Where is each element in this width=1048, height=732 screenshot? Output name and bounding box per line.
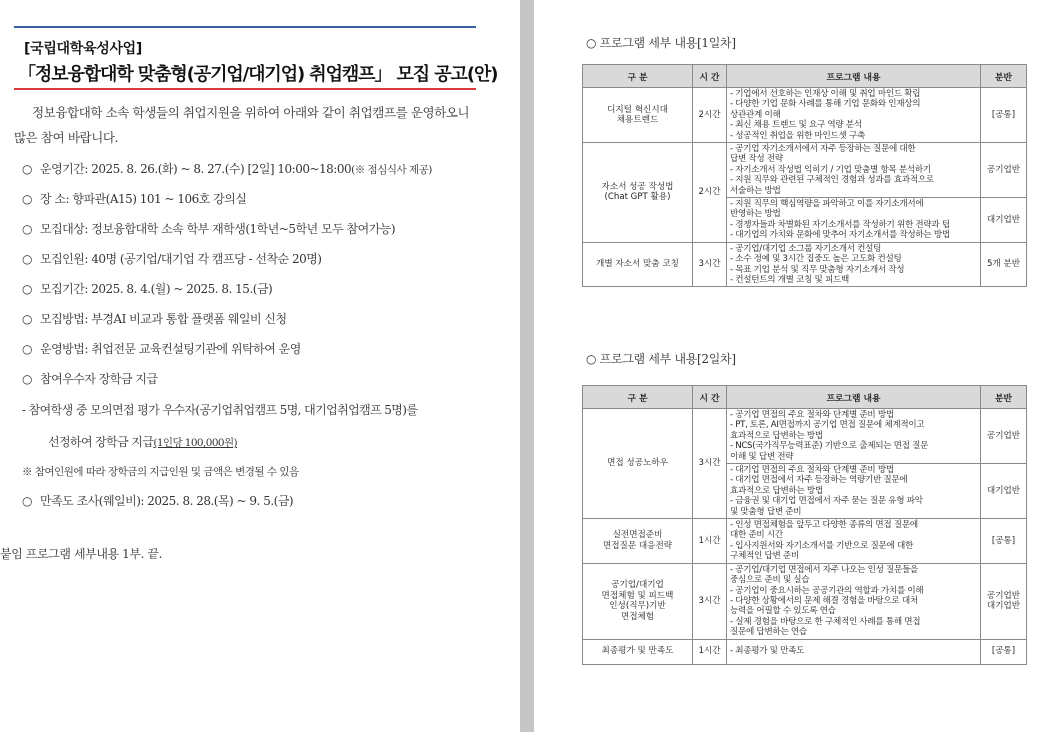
header-class: 분반: [981, 65, 1027, 88]
item-period: [22, 154, 492, 184]
table-row: [583, 88, 1027, 143]
title-bottom-rule: [14, 88, 476, 90]
content-line: 답변 작성 전략: [730, 154, 783, 165]
class-cell: 대기업반: [981, 464, 1027, 519]
bullet-marker: ○: [22, 252, 32, 266]
header-content: 프로그램 내용: [727, 386, 981, 409]
title-top-rule: [14, 26, 476, 28]
content-line: - 다양한 상황에서의 문제 해결 경험을 바탕으로 대처: [730, 595, 918, 606]
day1-title: ○ 프로그램 세부 내용[1일차]: [586, 36, 736, 50]
category-line: 면접체험: [620, 611, 655, 622]
category-cell: 면접 성공노하우: [583, 409, 693, 519]
content-cell: [727, 198, 981, 243]
class-cell: [981, 563, 1027, 639]
content-line: - 기업에서 선호하는 인재상 이해 및 취업 마인드 확립: [730, 89, 921, 99]
page-title: 「정보융합대학 맞춤형(공기업/대기업) 취업캠프」 모집 공고(안): [18, 64, 498, 85]
item-operation-text: 운영방법: 취업전문 교육컨설팅기관에 위탁하여 운영: [40, 342, 301, 356]
bullet-marker: ○: [22, 282, 32, 296]
category-line: 자소서 성공 작성법: [601, 181, 674, 192]
category-line: 인성(직무)기반: [609, 601, 666, 612]
time-cell: 1시간: [693, 519, 727, 564]
item-scholarship-text: 참여우수자 장학금 지급: [40, 372, 158, 386]
scholarship-note: ※ 참여인원에 따라 장학금의 지급인원 및 금액은 변경될 수 있음: [22, 466, 299, 478]
left-page: [0, 0, 520, 732]
content-cell: [727, 242, 981, 287]
content-line: - 공기업/대기업 소그룹 자기소개서 컨설팅: [730, 243, 882, 254]
table-row: [583, 563, 1027, 639]
content-line: - 컨설턴트의 개별 코칭 및 피드백: [730, 274, 849, 285]
item-count: [22, 244, 492, 274]
content-cell: [727, 88, 981, 143]
page-gutter: [520, 0, 534, 732]
item-scholarship: [22, 364, 492, 394]
class-cell: 공기업반: [981, 409, 1027, 464]
content-line: - 다양한 기업 문화 사례를 통해 기업 문화와 인재상의: [730, 99, 921, 110]
content-line: - 대기업 면접의 주요 절차와 단계별 준비 방법: [730, 465, 894, 476]
content-line: - 실제 경험을 바탕으로 한 구체적인 사례를 통해 면접: [730, 616, 921, 627]
item-survey: [22, 486, 492, 516]
category-cell: [583, 563, 693, 639]
content-line: 및 맞춤형 답변 준비: [730, 506, 802, 517]
bullet-marker: ○: [22, 372, 32, 386]
item-count-text: 모집인원: 40명 (공기업/대기업 각 캠프당 - 선착순 20명): [40, 252, 322, 266]
content-line: - 공기업이 중요시하는 공공기관의 역할과 가치를 이해: [730, 585, 924, 596]
content-line: 구체적인 답변 준비: [730, 551, 799, 562]
content-line: - PT, 토론, AI면접까지 공기업 면접 질문에 체계적이고: [730, 420, 925, 431]
scholarship-detail-line2: [22, 426, 492, 458]
content-cell: [727, 464, 981, 519]
content-line: - 지원 직무와 관련된 구체적인 경험과 성과를 효과적으로: [730, 175, 934, 186]
content-line: - 입사지원서와 자기소개서를 기반으로 질문에 대한: [730, 540, 913, 551]
time-cell: 1시간: [693, 639, 727, 664]
category-line: 면접질문 대응전략: [602, 540, 673, 551]
category-cell: [583, 519, 693, 564]
content-line: - NCS(국가직무능력표준) 기반으로 출제되는 면접 질문: [730, 441, 929, 452]
attachment-footer: 붙임 프로그램 세부내용 1부. 끝.: [0, 547, 163, 561]
table-row: [583, 519, 1027, 564]
content-line: 효과적으로 답변하는 방법: [730, 430, 823, 441]
content-line: 능력을 어필할 수 있도록 연습: [730, 606, 836, 617]
header-time: 시 간: [693, 386, 727, 409]
class-line: 대기업반: [986, 601, 1021, 612]
content-cell: - 최종평가 및 만족도: [727, 639, 981, 664]
content-line: 대한 준비 시간: [730, 530, 783, 541]
content-line: - 대기업 면접에서 자주 등장하는 역량기반 질문에: [730, 475, 908, 486]
scholarship-detail-line1: - 참여학생 중 모의면접 평가 우수자(공기업취업캠프 5명, 대기업취업캠프 5명)를: [22, 403, 418, 417]
scholarship-amount: (1인당 100,000원): [153, 437, 238, 449]
category-line: 공기업/대기업: [611, 580, 664, 591]
day2-program-table: [582, 385, 1027, 665]
content-line: - 공기업/대기업 면접에서 자주 나오는 인성 질문들을: [730, 564, 919, 575]
time-cell: 2시간: [693, 143, 727, 243]
class-cell: [공통]: [981, 639, 1027, 664]
header-category: 구 분: [583, 65, 693, 88]
item-recruit-period: [22, 274, 492, 304]
class-line: 공기업반: [986, 590, 1021, 601]
content-line: - 대기업의 가치와 문화에 맞추어 자기소개서를 작성하는 방법: [730, 230, 950, 241]
table-row: [583, 409, 1027, 464]
day2-title: ○ 프로그램 세부 내용[2일차]: [586, 352, 736, 366]
item-target-text: 모집대상: 정보융합대학 소속 학부 재학생(1학년~5학년 모두 참여가능): [40, 222, 396, 236]
title-subtitle: [국립대학육성사업]: [24, 41, 142, 57]
content-line: 효과적으로 답변하는 방법: [730, 485, 823, 496]
content-line: - 금융권 및 대기업 면접에서 자주 묻는 질문 유형 파악: [730, 496, 923, 507]
class-cell: 공기업반: [981, 143, 1027, 198]
bullet-marker: ○: [22, 494, 32, 508]
notice-items: [22, 154, 492, 516]
content-line: - 지원 직무의 핵심역량을 파악하고 이를 자기소개서에: [730, 199, 924, 210]
content-line: - 인성 면접체험을 앞두고 다양한 종류의 면접 질문에: [730, 520, 918, 531]
item-period-text: 운영기간: 2025. 8. 26.(화) ~ 8. 27.(수) [2일] 10:00~18:00: [40, 162, 352, 176]
item-period-note: (※ 점심식사 제공): [351, 164, 432, 176]
content-line: 중심으로 준비 및 실습: [730, 575, 810, 586]
header-time: 시 간: [693, 65, 727, 88]
time-cell: 2시간: [693, 88, 727, 143]
intro-paragraph: 정보융합대학 소속 학생들의 취업지원을 위하여 아래와 같이 취업캠프를 운영하오니 많은 참여 바랍니다.: [14, 105, 470, 145]
scholarship-detail-text: 선정하여 장학금 지급: [48, 435, 154, 449]
content-line: - 경쟁자들과 차별화된 자기소개서를 작성하기 위한 전략과 팁: [730, 219, 950, 230]
day1-program-table: [582, 64, 1027, 287]
content-cell: [727, 143, 981, 198]
category-cell: 최종평가 및 만족도: [583, 639, 693, 664]
content-line: 반영하는 방법: [730, 209, 781, 220]
table-header-row: [583, 65, 1027, 88]
content-line: 서술하는 방법: [730, 185, 781, 196]
class-cell: 5개 분반: [981, 242, 1027, 287]
bullet-marker: ○: [22, 312, 32, 326]
right-page: [534, 0, 1048, 732]
category-line: 디지털 혁신시대: [607, 104, 668, 115]
item-target: [22, 214, 492, 244]
category-cell: [583, 143, 693, 243]
bullet-marker: ○: [22, 342, 32, 356]
content-line: - 성공적인 취업을 위한 마인드셋 구축: [730, 130, 865, 141]
category-line: 채용트렌드: [616, 115, 659, 126]
bullet-marker: ○: [22, 222, 32, 236]
content-line: 질문에 답변하는 연습: [730, 627, 807, 638]
class-cell: [공통]: [981, 88, 1027, 143]
item-recruit-text: 모집기간: 2025. 8. 4.(월) ~ 2025. 8. 15.(금): [40, 282, 273, 296]
content-cell: [727, 409, 981, 464]
item-method-text: 모집방법: 부경AI 비교과 통합 플랫폼 웨일비 신청: [40, 312, 287, 326]
bullet-marker: ○: [22, 162, 32, 176]
content-line: - 소수 정예 및 3시간 집중도 높은 고도화 컨설팅: [730, 254, 902, 265]
time-cell: 3시간: [693, 563, 727, 639]
item-operation: [22, 334, 492, 364]
item-survey-text: 만족도 조사(웨일비): 2025. 8. 28.(목) ~ 9. 5.(금): [40, 494, 294, 508]
header-class: 분반: [981, 386, 1027, 409]
category-line: (Chat GPT 활용): [604, 192, 671, 203]
content-line: - 자기소개서 작성법 익히기 / 기업 맞춤별 항목 분석하기: [730, 164, 931, 175]
table-header-row: [583, 386, 1027, 409]
header-category: 구 분: [583, 386, 693, 409]
time-cell: 3시간: [693, 242, 727, 287]
content-line: - 최신 채용 트렌드 및 요구 역량 분석: [730, 120, 862, 131]
item-method: [22, 304, 492, 334]
table-row: [583, 143, 1027, 198]
bullet-marker: ○: [22, 192, 32, 206]
content-cell: [727, 563, 981, 639]
header-content: 프로그램 내용: [727, 65, 981, 88]
content-cell: [727, 519, 981, 564]
content-line: 이해 및 답변 전략: [730, 451, 794, 462]
time-cell: 3시간: [693, 409, 727, 519]
category-cell: 개별 자소서 맞춤 코칭: [583, 242, 693, 287]
item-place-text: 장 소: 향파관(A15) 101 ~ 106호 강의실: [40, 192, 247, 206]
content-line: - 목표 기업 분석 및 직무 맞춤형 자기소개서 작성: [730, 264, 905, 275]
category-line: 실전면접준비: [612, 530, 663, 541]
table-row: [583, 639, 1027, 664]
class-cell: [공통]: [981, 519, 1027, 564]
category-line: 면접체험 및 피드백: [601, 590, 674, 601]
table-row: [583, 242, 1027, 287]
class-cell: 대기업반: [981, 198, 1027, 243]
content-line: - 공기업 자기소개서에서 자주 등장하는 질문에 대한: [730, 144, 916, 155]
content-line: - 공기업 면접의 주요 절차와 단계별 준비 방법: [730, 410, 894, 420]
category-cell: [583, 88, 693, 143]
content-line: 상관관계 이해: [730, 109, 781, 120]
item-place: [22, 184, 492, 214]
